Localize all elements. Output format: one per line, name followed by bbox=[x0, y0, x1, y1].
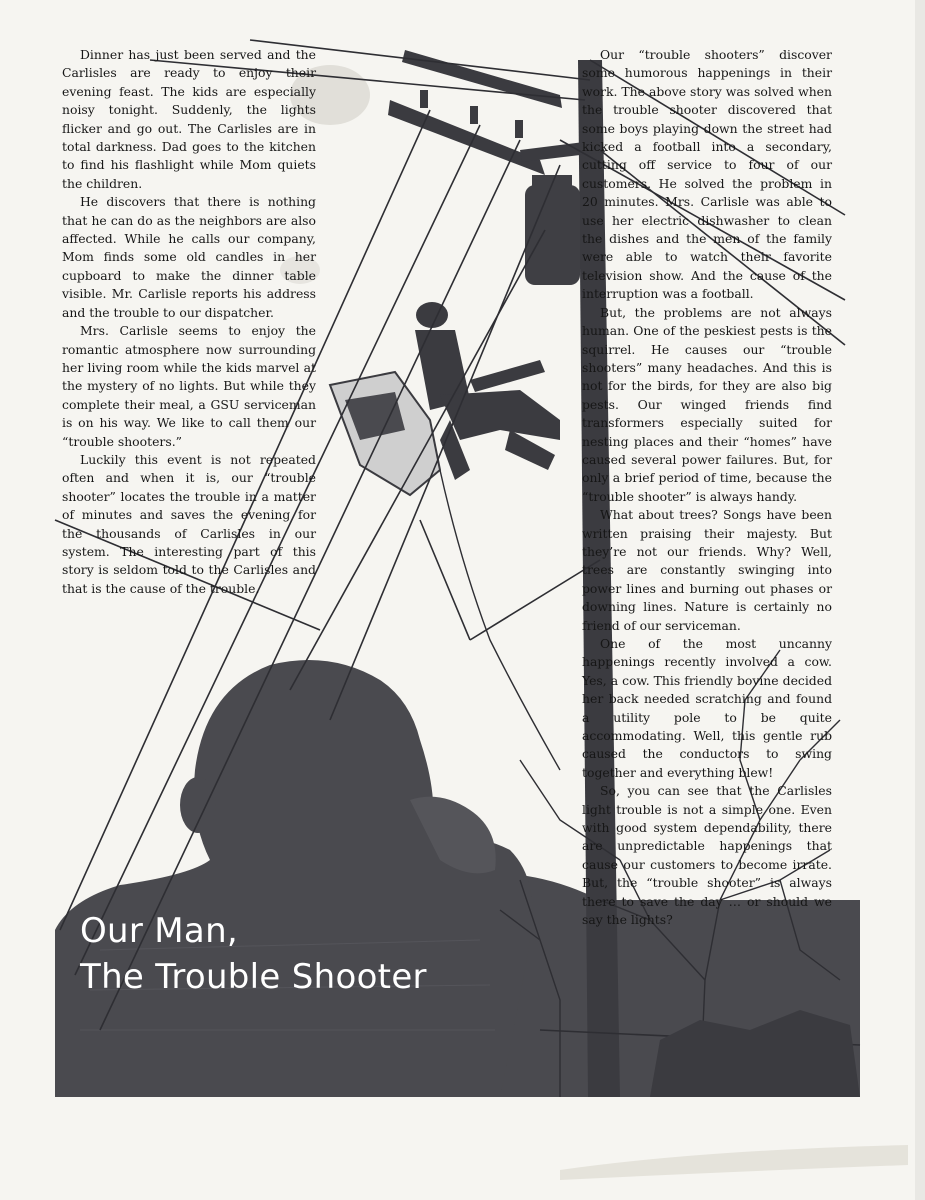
paragraph: He discovers that there is nothing that he can do as the neighbors are also affected. While he calls our company, Mom finds some old candles in her cupboard to make the dinner table visible. Mr. Carlisle reports his address and the trouble to our dispatcher. bbox=[62, 194, 316, 320]
paragraph: Luckily this event is not repeated often and when it is, our “trouble shooter” locates the trouble in a matter of minutes and saves the evening for the thousands of Carlisles in our system. The interesting part of this story is seldom told to the Carlisles and that is the cause of the trouble. bbox=[62, 451, 316, 596]
title-line-2: The Trouble Shooter bbox=[80, 957, 427, 997]
paragraph: Mrs. Carlisle seems to enjoy the romantic atmosphere now surrounding her living room while the kids marvel at the mystery of no lights. But while they complete their meal, a GSU serviceman is on his way. We like to call them our “trouble shooters.” bbox=[62, 323, 316, 449]
paragraph: So, you can see that the Carlisles light trouble is not a simple one. Even with good system dependability, there are unpredictable happenings that cause our customers to become irrate. But, the “trouble shooter” is always there to save the day … or should we say the lights? bbox=[582, 783, 832, 928]
paragraph: Dinner has just been served and the Carlisles are ready to enjoy their evening feast. The kids are especially noisy tonight. Suddenly, the lights flicker and go out. The Carlisles are in total darkness. Dad goes to the kitchen to find his flashlight while Mom quiets the children. bbox=[62, 47, 316, 191]
paragraph: But, the problems are not always human. One of the peskiest pests is the squirrel. He causes our “trouble shooters” many headaches. And this is not for the birds, for they are also big pests. Our winged friends find transformers especially suited for nesting places and their “homes” have caused several power failures. But, for only a brief period of time, because the “trouble shooter” is always handy. bbox=[582, 304, 832, 504]
right-text-column bbox=[582, 46, 832, 930]
title-line-1: Our Man, bbox=[80, 911, 239, 951]
left-text-column bbox=[62, 46, 316, 598]
paragraph: What about trees? Songs have been written praising their majesty. But they’re not our friends. Why? Well, trees are constantly swinging into power lines and burning out phases or downing lines. Nature is certainly no friend of our serviceman. bbox=[582, 507, 832, 633]
paragraph: Our “trouble shooters” discover some humorous happenings in their work. The above story was solved when the trouble shooter discovered that some boys playing down the street had kicked a football into a secondary, cutting off service to four of our customers. He solved the problem in 20 minutes. Mrs. Carlisle was able to use her electric dishwasher to clean the dishes and the men of the family were able to watch their favorite television show. And the cause of the interruption was a football. bbox=[582, 47, 832, 302]
paragraph: One of the most uncanny happenings recently involved a cow. Yes, a cow. This friendly bovine decided her back needed scratching and found a utility pole to be quite accommodating. Well, this gentle rub caused the conductors to swing together and everything blew! bbox=[582, 636, 832, 780]
article-title bbox=[80, 908, 427, 1000]
